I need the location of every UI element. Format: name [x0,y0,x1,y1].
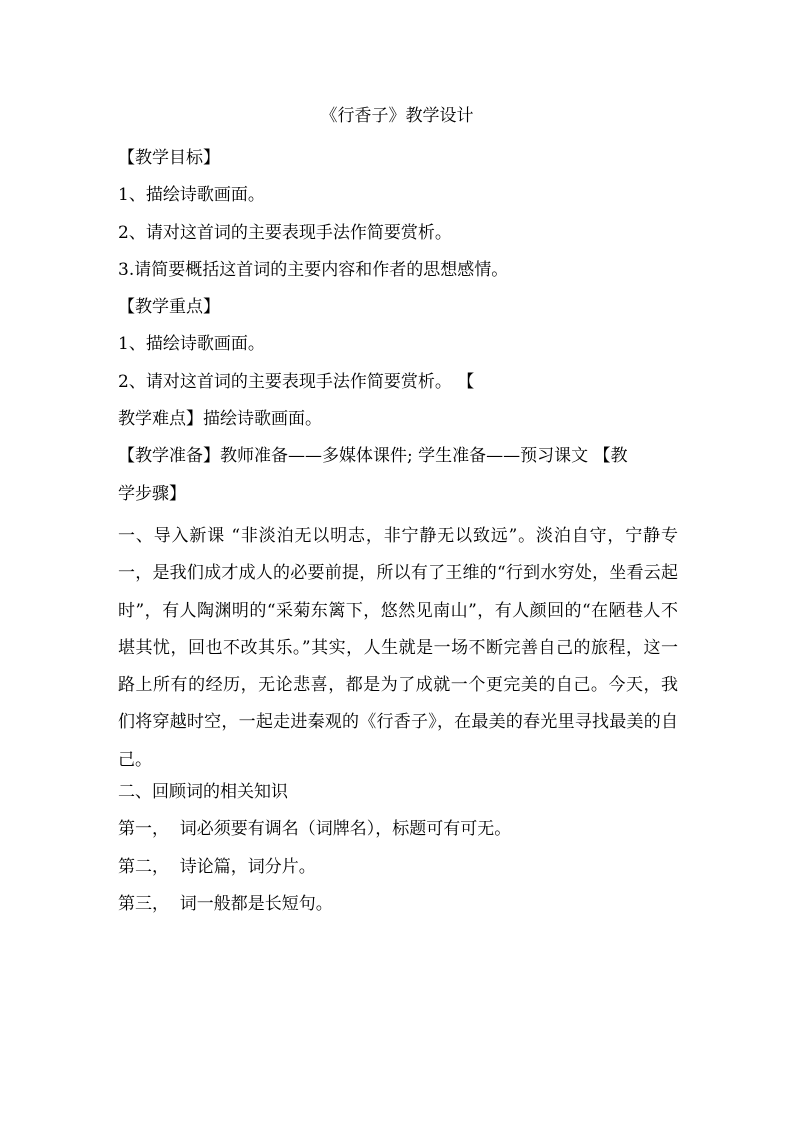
review-heading: 二、回顾词的相关知识 [118,782,288,803]
goal-item-1: 1、描绘诗歌画面。 [118,185,265,206]
review-item-3: 第三， 词一般都是长短句。 [118,893,333,914]
goal-item-3: 3.请简要概括这首词的主要内容和作者的思想感情。 [118,259,509,280]
focus-heading: 【教学重点】 [118,297,220,318]
focus-item-1: 1、描绘诗歌画面。 [118,334,265,355]
document-body [118,145,678,928]
goal-item-2: 2、请对这首词的主要表现手法作简要赏析。 [118,222,452,243]
review-item-1: 第一， 词必须要有调名（词牌名），标题可有可无。 [118,819,512,840]
difficulty-line: 教学难点】描绘诗歌画面。 [118,409,322,430]
document-title: 《行香子》教学设计 [320,106,474,126]
intro-paragraph: 一、导入新课 “非淡泊无以明志，非宁静无以致远”。淡泊自守，宁静专一，是我们成才成人的必要前提，所以有了王维的“行到水穷处，坐看云起时”，有人陶渊明的“采菊东篱下，悠然见南山”，有人颜回的“在陋巷人不堪其忧，回也不改其乐。”其实，人生就是一场不断完善自己的旅程，这一路上所有的经历，无论悲喜，都是为了成就一个更完美的自己。今天，我们将穿越时空，一起走进秦观的《行香子》，在最美的春光里寻找最美的自己。 [118,525,678,770]
goals-heading: 【教学目标】 [118,148,220,168]
focus-item-2: 2、请对这首词的主要表现手法作简要赏析。 【 [118,371,475,392]
review-item-2: 第二， 诗论篇，词分片。 [118,856,316,877]
steps-heading-line: 学步骤】 [118,483,186,504]
preparation-line: 【教学准备】教师准备——多媒体课件; 学生准备——预习课文 【教 [118,446,628,467]
